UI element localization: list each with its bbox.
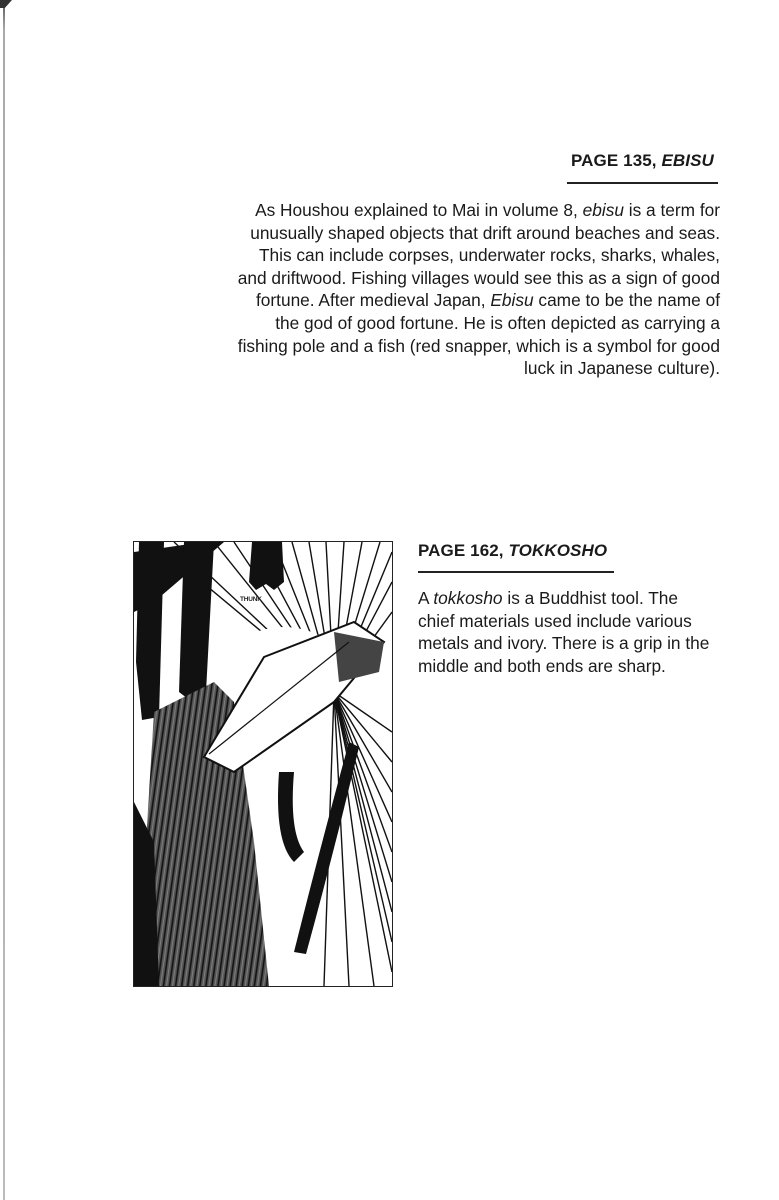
section-body-ebisu [236,199,720,380]
heading-term: EBISU [661,151,714,170]
body-term-italic: Ebisu [490,290,534,311]
body-text: came to be the name of the god of good fortune. He is often depicted as carrying a fishing pole and a fish (red snapper, which is a symbol for good luck in Japanese culture). [237,290,720,379]
body-text: is a Buddhist tool. The chief materials used include various metals and ivory. There is a grip in the middle and both ends are sharp. [418,588,710,676]
heading-prefix: PAGE 135, [571,151,662,170]
body-term-italic: ebisu [582,200,624,220]
body-term-italic: tokkosho [433,588,503,608]
body-text: A [418,588,434,608]
section-heading-tokkosho [418,541,607,561]
heading-underline [567,182,718,184]
body-text: is a term for unusually shaped objects that drift around beaches and seas. This can include corpses, underwater rocks, sharks, whales, and driftwood. Fishing villages would see this as a sign of good fortune. After medieval Japan, [237,200,720,311]
heading-term: TOKKOSHO [508,541,608,560]
tokkosho-strike-art [134,542,392,986]
section-heading-ebisu [571,151,714,171]
sound-effect-text: THUNK [240,596,262,603]
heading-prefix: PAGE 162, [418,541,509,560]
heading-underline [418,571,614,573]
book-binding-corner [0,0,12,8]
book-binding-edge [3,0,5,1200]
body-text: As Houshou explained to Mai in volume 8, [255,200,583,220]
section-body-tokkosho [418,587,718,677]
manga-panel-illustration [133,541,393,987]
